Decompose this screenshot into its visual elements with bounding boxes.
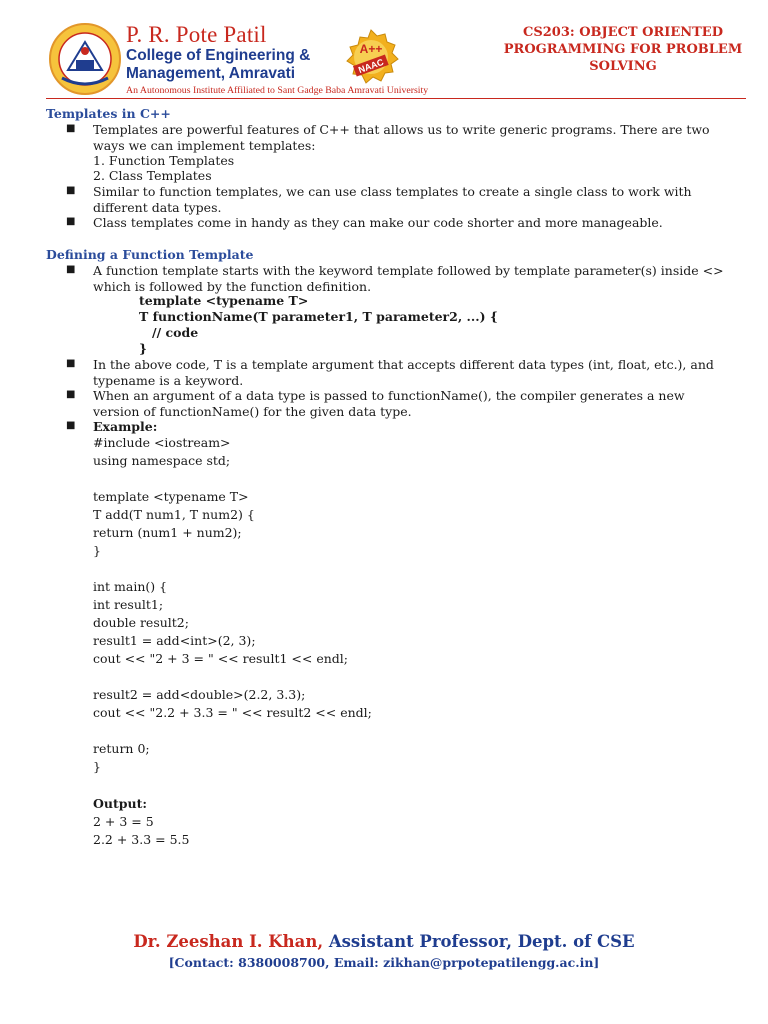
bullet-icon: ■ [66, 264, 76, 275]
syntax-line: // code [139, 325, 199, 340]
syntax-line: } [139, 341, 148, 356]
college-name-block [126, 22, 466, 96]
bullet-icon: ■ [66, 389, 76, 400]
paragraph: Similar to function templates, we can use class templates to create a single class to work with different data types. [93, 184, 692, 215]
code-line: using namespace std; [93, 453, 231, 468]
code-line: result2 = add<double>(2.2, 3.3); [93, 687, 306, 702]
list-item: 2. Class Templates [93, 168, 212, 183]
paragraph: Templates are powerful features of C++ that allows us to write generic programs. There are two ways we can implement templates: [93, 122, 710, 153]
paragraph: Class templates come in handy as they can make our code shorter and more manageable. [93, 215, 663, 230]
college-line-2: Management, Amravati [126, 65, 296, 82]
code-line: double result2; [93, 615, 189, 630]
bullet-icon: ■ [66, 185, 76, 196]
naac-badge [342, 28, 400, 86]
footer-author [0, 932, 768, 951]
header-divider [46, 98, 746, 99]
college-affiliation: An Autonomous Institute Affiliated to Sant Gadge Baba Amravati University [126, 85, 429, 96]
output-line: 2.2 + 3.3 = 5.5 [93, 832, 190, 847]
course-title [498, 24, 748, 75]
college-logo [48, 22, 122, 96]
syntax-line: T functionName(T parameter1, T parameter2, ...) { [139, 309, 498, 324]
author-name: Dr. Zeeshan I. Khan, [133, 932, 324, 951]
output-label: Output: [93, 796, 147, 811]
code-line: return (num1 + num2); [93, 525, 242, 540]
list-item: 1. Function Templates [93, 153, 235, 168]
section-heading-templates: Templates in C++ [46, 106, 171, 121]
code-line: T add(T num1, T num2) { [93, 507, 255, 522]
code-line: result1 = add<int>(2, 3); [93, 633, 256, 648]
footer-contact: [Contact: 8380008700, Email: zikhan@prpotepatilengg.ac.in] [168, 955, 600, 970]
course-title-line-3: SOLVING [589, 59, 657, 74]
college-line-1: College of Engineering & [126, 47, 311, 64]
code-line: } [93, 543, 101, 558]
paragraph: In the above code, T is a template argument that accepts different data types (int, float, etc.), and typename is a keyword. [93, 357, 714, 388]
code-line: cout << "2.2 + 3.3 = " << result2 << endl; [93, 705, 372, 720]
code-line: } [93, 759, 101, 774]
example-label: Example: [93, 419, 158, 434]
bullet-icon: ■ [66, 123, 76, 134]
code-line: cout << "2 + 3 = " << result1 << endl; [93, 651, 348, 666]
paragraph: A function template starts with the keyword template followed by template parameter(s) inside <> which is followed by the function definition. [93, 263, 724, 294]
section-heading-function-template: Defining a Function Template [46, 247, 254, 262]
bullet-icon: ■ [66, 420, 76, 431]
bullet-icon: ■ [66, 216, 76, 227]
code-line: int result1; [93, 597, 164, 612]
course-title-line-2: PROGRAMMING FOR PROBLEM [503, 42, 743, 57]
college-name: P. R. Pote Patil [126, 22, 267, 47]
syntax-line: template <typename T> [139, 293, 309, 308]
naac-label: NAAC [357, 56, 385, 76]
naac-grade: A++ [359, 42, 383, 56]
code-line: #include <iostream> [93, 435, 231, 450]
bullet-icon: ■ [66, 358, 76, 369]
author-role: Assistant Professor, Dept. of CSE [323, 932, 635, 951]
code-line: template <typename T> [93, 489, 249, 504]
course-title-line-1: CS203: OBJECT ORIENTED [523, 25, 723, 40]
output-line: 2 + 3 = 5 [93, 814, 154, 829]
code-line: int main() { [93, 579, 168, 594]
code-line: return 0; [93, 741, 150, 756]
paragraph: When an argument of a data type is passed to functionName(), the compiler generates a new version of functionName() for the given data type. [93, 388, 685, 419]
